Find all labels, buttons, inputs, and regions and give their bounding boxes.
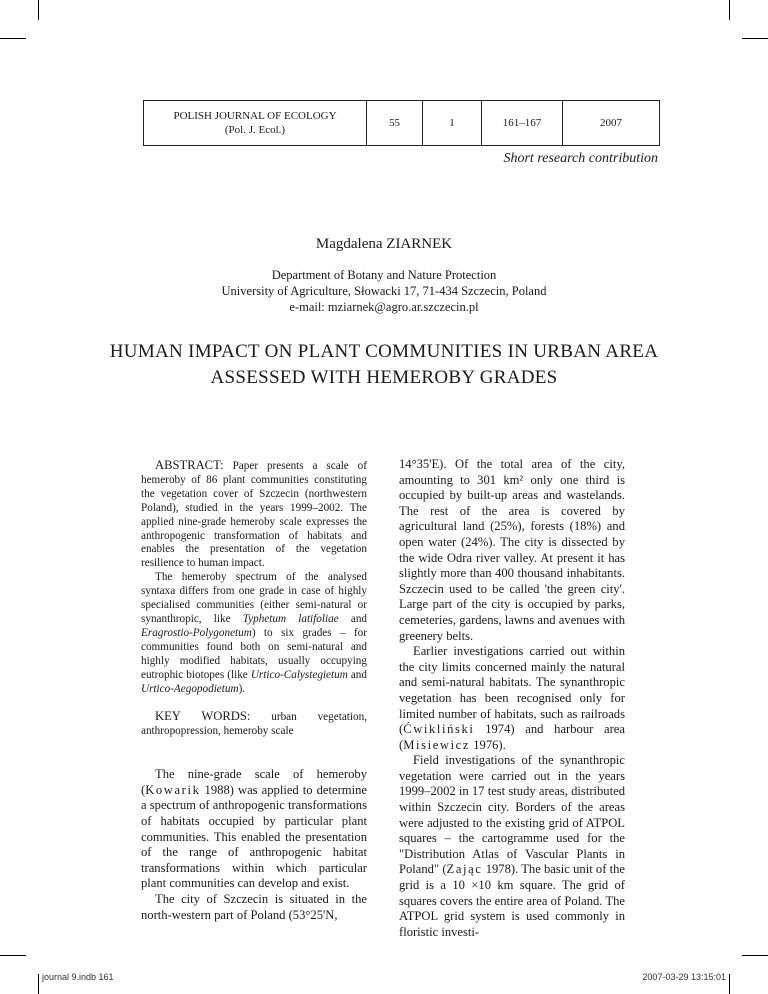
abstract-text-1: Paper presents a scale of hemeroby of 86 plant communities constituting the vegetation cover of Szczecin (northwestern Poland), studied in the years 1999–2002. The applied nine-grade hemeroby scale expresses the anthropogenic transformation of habitats and enables the presentation of the vegetation resilience to human impact. <box>141 460 368 570</box>
keywords-text: urban vegetation, anthropopression, hemeroby scale <box>141 711 367 738</box>
abstract-text: and <box>347 668 367 681</box>
journal-header-table <box>143 100 660 146</box>
right-paragraph-2 <box>399 644 625 753</box>
body-text: Field investigations of the synanthropic vegetation were carried out in the years 1999–2002 in 17 test study areas, distributed within Szczecin city. Borders of the areas were adjusted to the existing grid of ATPOL squares – the cartogramme used for the "Distribution Atlas of Vascular Plants in Poland" ( <box>399 753 625 877</box>
citation-author: Kowarik <box>145 782 201 797</box>
body-text: Earlier investigations carried out within the city limits concerned mainly the natural and semi-natural habitats. The synanthropic vegetation has been recognised only for limited number of habitats, such as railroads ( <box>399 644 625 737</box>
affiliation-university: University of Agriculture, Słowacki 17, 71-434 Szczecin, Poland <box>221 284 547 298</box>
journal-name: POLISH JOURNAL OF ECOLOGY <box>173 110 337 122</box>
crop-mark <box>0 955 26 956</box>
issue: 1 <box>449 117 455 129</box>
affiliation-email: e-mail: mziarnek@agro.ar.szczecin.pl <box>289 300 479 314</box>
right-paragraph-1: 14°35'E). Of the total area of the city, amounting to 301 km² only one third is occupied by built-up areas and wastelands. The rest of the area is covered by agricultural land (25%), forests (18%) and open water (24%). The city is dissected by the wide Odra river valley. At present it has slightly more than 400 thousand inhabitants. Szczecin used to be called 'the green city'. Large part of the city is occupied by parks, cemeteries, gardens, lawns and avenues with greenery belts. <box>399 457 625 643</box>
body-text: 1988) was applied to determine a spectrum of anthropogenic transformations of habitats occupied by particular plant communities. This enabled the presentation of the range of anthropogenic habitat transformations within which particular plant communities can develop and exist. <box>141 782 367 891</box>
pages-cell <box>481 101 562 145</box>
author-name: Magdalena ZIARNEK <box>315 236 453 252</box>
crop-mark <box>38 974 39 994</box>
volume: 55 <box>389 117 400 129</box>
abstract-paragraph-1 <box>141 459 367 571</box>
article-type: Short research contribution <box>503 151 658 166</box>
right-column <box>399 457 625 940</box>
abstract-paragraph-2 <box>141 571 367 696</box>
body-text: 1974) and harbour area ( <box>399 722 625 752</box>
syntaxon-name: Urtico-Aegopodietum <box>141 682 239 695</box>
title-line-2: ASSESSED WITH HEMEROBY GRADES <box>210 367 558 388</box>
crop-mark <box>729 0 730 20</box>
body-text: 1978). The basic unit of the grid is a 10 ×10 km square. The grid of squares covers the entire area of Poland. The ATPOL grid system is used commonly in floristic investi- <box>399 862 625 939</box>
keywords-label: KEY WORDS: <box>155 709 251 724</box>
crop-mark <box>742 38 768 39</box>
abstract-text: ) to six grades – for communities found both on semi-natural and highly modified habitats, usually occupying eutrophic biotopes (like <box>141 626 367 681</box>
title-line-1: HUMAN IMPACT ON PLANT COMMUNITIES IN URBAN AREA <box>109 341 659 362</box>
body-text: The nine-grade scale of hemeroby ( <box>141 767 367 797</box>
affiliation-department: Department of Botany and Nature Protection <box>271 268 497 282</box>
citation-author: Ćwikliński <box>403 722 475 737</box>
citation-author: Misiewicz <box>403 737 471 752</box>
citation-author: Zając <box>446 862 483 877</box>
syntaxon-name: Eragrostio-Polygonetum <box>141 626 252 639</box>
crop-mark <box>742 955 768 956</box>
issue-cell <box>422 101 481 145</box>
pages: 161–167 <box>502 117 542 129</box>
introduction <box>141 767 367 923</box>
left-column <box>141 459 367 923</box>
footer-file-info: journal 9.indb 161 <box>42 972 114 982</box>
right-paragraph-3 <box>399 753 625 940</box>
journal-name-cell <box>144 101 366 145</box>
crop-mark <box>729 974 730 994</box>
footer-timestamp: 2007-03-29 13:15:01 <box>642 972 726 982</box>
intro-paragraph-2: The city of Szczecin is situated in the north-western part of Poland (53°25'N, <box>141 891 367 922</box>
crop-mark <box>0 38 26 39</box>
volume-cell <box>366 101 422 145</box>
crop-mark <box>38 0 39 20</box>
abstract <box>141 459 367 696</box>
year-cell <box>562 101 659 145</box>
year: 2007 <box>600 117 622 129</box>
article-title <box>0 339 768 391</box>
intro-paragraph-1 <box>141 767 367 892</box>
abstract-text: and <box>338 612 368 625</box>
keywords <box>141 710 367 739</box>
abstract-text: The hemeroby spectrum of the analysed syntaxa differs from one grade in case of highly specialised communities (either semi-natural or synanthropic, like <box>141 571 367 625</box>
abstract-text: ). <box>238 682 246 695</box>
syntaxon-name: Urtico-Calystegietum <box>250 668 348 681</box>
abstract-label: ABSTRACT: <box>155 458 224 472</box>
journal-abbrev: (Pol. J. Ecol.) <box>224 124 286 136</box>
body-text: 1976). <box>470 737 506 752</box>
syntaxon-name: Typhetum latifoliae <box>242 612 339 625</box>
